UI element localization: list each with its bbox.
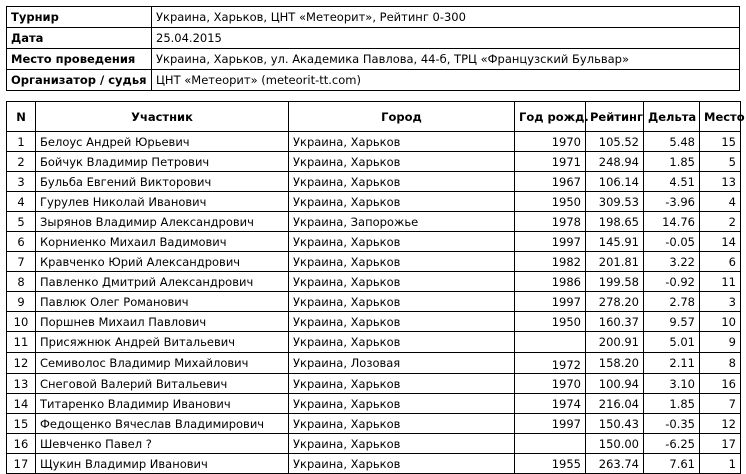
cell-city: Украина, Харьков bbox=[289, 312, 515, 332]
table-row bbox=[7, 172, 741, 192]
cell-city: Украина, Харьков bbox=[289, 232, 515, 252]
table-row bbox=[7, 353, 741, 374]
cell-city: Украина, Харьков bbox=[289, 434, 515, 454]
table-row bbox=[7, 414, 741, 434]
results-table bbox=[6, 101, 745, 474]
table-row bbox=[7, 394, 741, 414]
cell-place: 17 bbox=[700, 434, 741, 454]
table-row bbox=[7, 132, 741, 152]
cell-birth-year: 1971 bbox=[515, 152, 586, 172]
cell-delta: 2.11 bbox=[644, 353, 700, 374]
cell-city: Украина, Харьков bbox=[289, 454, 515, 474]
cell-participant: Бойчук Владимир Петрович bbox=[36, 152, 289, 172]
cell-place: 5 bbox=[700, 152, 741, 172]
cell-birth-year: 1972 bbox=[515, 353, 586, 374]
cell-place: 8 bbox=[700, 353, 741, 374]
cell-rating: 201.81 bbox=[586, 252, 644, 272]
cell-participant: Павленко Дмитрий Александрович bbox=[36, 272, 289, 292]
info-value: ЦНТ «Метеорит» (meteorit-tt.com) bbox=[152, 70, 740, 91]
cell-delta: 9.57 bbox=[644, 312, 700, 332]
cell-place: 12 bbox=[700, 414, 741, 434]
cell-rating: 160.37 bbox=[586, 312, 644, 332]
cell-n: 8 bbox=[7, 272, 36, 292]
info-row bbox=[7, 7, 740, 28]
cell-birth-year: 1967 bbox=[515, 172, 586, 192]
cell-city: Украина, Харьков bbox=[289, 192, 515, 212]
cell-delta: -0.92 bbox=[644, 272, 700, 292]
col-header-birth-year: Год рожд. bbox=[515, 102, 586, 132]
cell-birth-year bbox=[515, 332, 586, 353]
info-row bbox=[7, 28, 740, 49]
col-header-participant: Участник bbox=[36, 102, 289, 132]
cell-participant: Павлюк Олег Романович bbox=[36, 292, 289, 312]
cell-city: Украина, Харьков bbox=[289, 394, 515, 414]
cell-place: 13 bbox=[700, 172, 741, 192]
cell-n: 7 bbox=[7, 252, 36, 272]
cell-rating: 263.74 bbox=[586, 454, 644, 474]
cell-n: 1 bbox=[7, 132, 36, 152]
cell-participant: Кравченко Юрий Александрович bbox=[36, 252, 289, 272]
cell-delta: 1.85 bbox=[644, 394, 700, 414]
cell-delta: 1.85 bbox=[644, 152, 700, 172]
cell-city: Украина, Харьков bbox=[289, 414, 515, 434]
cell-n: 13 bbox=[7, 374, 36, 394]
cell-city: Украина, Харьков bbox=[289, 332, 515, 353]
cell-delta: 7.61 bbox=[644, 454, 700, 474]
cell-participant: Щукин Владимир Иванович bbox=[36, 454, 289, 474]
cell-city: Украина, Харьков bbox=[289, 152, 515, 172]
cell-n: 2 bbox=[7, 152, 36, 172]
cell-n: 12 bbox=[7, 353, 36, 374]
cell-city: Украина, Лозовая bbox=[289, 353, 515, 374]
cell-city: Украина, Запорожье bbox=[289, 212, 515, 232]
table-row bbox=[7, 332, 741, 353]
cell-participant: Гурулев Николай Иванович bbox=[36, 192, 289, 212]
cell-participant: Шевченко Павел ? bbox=[36, 434, 289, 454]
cell-participant: Семиволос Владимир Михайлович bbox=[36, 353, 289, 374]
table-row bbox=[7, 434, 741, 454]
info-row bbox=[7, 70, 740, 91]
cell-participant: Федощенко Вячеслав Владимирович bbox=[36, 414, 289, 434]
cell-n: 17 bbox=[7, 454, 36, 474]
cell-birth-year bbox=[515, 434, 586, 454]
cell-place: 15 bbox=[700, 132, 741, 152]
cell-city: Украина, Харьков bbox=[289, 292, 515, 312]
cell-rating: 200.91 bbox=[586, 332, 644, 353]
cell-participant: Снеговой Валерий Витальевич bbox=[36, 374, 289, 394]
cell-birth-year: 1978 bbox=[515, 212, 586, 232]
cell-birth-year: 1955 bbox=[515, 454, 586, 474]
cell-delta: 14.76 bbox=[644, 212, 700, 232]
col-header-delta: Дельта bbox=[644, 102, 700, 132]
cell-rating: 150.43 bbox=[586, 414, 644, 434]
info-row bbox=[7, 49, 740, 70]
cell-rating: 145.91 bbox=[586, 232, 644, 252]
info-label: Турнир bbox=[7, 7, 152, 28]
cell-city: Украина, Харьков bbox=[289, 374, 515, 394]
cell-n: 6 bbox=[7, 232, 36, 252]
cell-place: 9 bbox=[700, 332, 741, 353]
results-header-row bbox=[7, 102, 741, 132]
cell-birth-year: 1950 bbox=[515, 312, 586, 332]
cell-rating: 309.53 bbox=[586, 192, 644, 212]
cell-place: 16 bbox=[700, 374, 741, 394]
cell-place: 10 bbox=[700, 312, 741, 332]
cell-delta: 3.22 bbox=[644, 252, 700, 272]
cell-delta: 5.01 bbox=[644, 332, 700, 353]
info-value: Украина, Харьков, ул. Академика Павлова, 44-б, ТРЦ «Французский Бульвар» bbox=[152, 49, 740, 70]
cell-city: Украина, Харьков bbox=[289, 252, 515, 272]
table-row bbox=[7, 374, 741, 394]
cell-delta: 5.48 bbox=[644, 132, 700, 152]
cell-participant: Присяжнюк Андрей Витальевич bbox=[36, 332, 289, 353]
table-row bbox=[7, 212, 741, 232]
cell-rating: 106.14 bbox=[586, 172, 644, 192]
cell-participant: Зырянов Владимир Александрович bbox=[36, 212, 289, 232]
table-row bbox=[7, 192, 741, 212]
col-header-n: N bbox=[7, 102, 36, 132]
cell-n: 15 bbox=[7, 414, 36, 434]
cell-place: 1 bbox=[700, 454, 741, 474]
info-label: Место проведения bbox=[7, 49, 152, 70]
col-header-city: Город bbox=[289, 102, 515, 132]
cell-place: 14 bbox=[700, 232, 741, 252]
table-row bbox=[7, 292, 741, 312]
table-row bbox=[7, 272, 741, 292]
cell-delta: 3.10 bbox=[644, 374, 700, 394]
info-value: Украина, Харьков, ЦНТ «Метеорит», Рейтинг 0-300 bbox=[152, 7, 740, 28]
cell-rating: 198.65 bbox=[586, 212, 644, 232]
cell-rating: 100.94 bbox=[586, 374, 644, 394]
cell-city: Украина, Харьков bbox=[289, 272, 515, 292]
cell-birth-year: 1950 bbox=[515, 192, 586, 212]
cell-participant: Белоус Андрей Юрьевич bbox=[36, 132, 289, 152]
cell-participant: Поршнев Михаил Павлович bbox=[36, 312, 289, 332]
cell-place: 6 bbox=[700, 252, 741, 272]
cell-participant: Бульба Евгений Викторович bbox=[36, 172, 289, 192]
cell-city: Украина, Харьков bbox=[289, 172, 515, 192]
cell-n: 11 bbox=[7, 332, 36, 353]
cell-place: 4 bbox=[700, 192, 741, 212]
cell-delta: 4.51 bbox=[644, 172, 700, 192]
cell-rating: 199.58 bbox=[586, 272, 644, 292]
cell-rating: 105.52 bbox=[586, 132, 644, 152]
table-row bbox=[7, 232, 741, 252]
info-label: Дата bbox=[7, 28, 152, 49]
cell-delta: -0.05 bbox=[644, 232, 700, 252]
cell-n: 3 bbox=[7, 172, 36, 192]
tournament-info-table bbox=[6, 6, 740, 91]
cell-birth-year: 1997 bbox=[515, 292, 586, 312]
table-row bbox=[7, 152, 741, 172]
cell-birth-year: 1970 bbox=[515, 374, 586, 394]
cell-participant: Титаренко Владимир Иванович bbox=[36, 394, 289, 414]
cell-city: Украина, Харьков bbox=[289, 132, 515, 152]
col-header-place: Место bbox=[700, 102, 741, 132]
cell-birth-year: 1997 bbox=[515, 414, 586, 434]
cell-n: 4 bbox=[7, 192, 36, 212]
cell-participant: Корниенко Михаил Вадимович bbox=[36, 232, 289, 252]
cell-n: 9 bbox=[7, 292, 36, 312]
cell-n: 10 bbox=[7, 312, 36, 332]
cell-rating: 248.94 bbox=[586, 152, 644, 172]
info-value: 25.04.2015 bbox=[152, 28, 740, 49]
cell-rating: 278.20 bbox=[586, 292, 644, 312]
cell-rating: 158.20 bbox=[586, 353, 644, 374]
cell-birth-year: 1974 bbox=[515, 394, 586, 414]
cell-birth-year: 1982 bbox=[515, 252, 586, 272]
cell-place: 2 bbox=[700, 212, 741, 232]
cell-delta: -6.25 bbox=[644, 434, 700, 454]
table-row bbox=[7, 252, 741, 272]
cell-place: 3 bbox=[700, 292, 741, 312]
cell-place: 11 bbox=[700, 272, 741, 292]
cell-birth-year: 1970 bbox=[515, 132, 586, 152]
cell-place: 7 bbox=[700, 394, 741, 414]
cell-delta: 2.78 bbox=[644, 292, 700, 312]
cell-rating: 216.04 bbox=[586, 394, 644, 414]
cell-delta: -3.96 bbox=[644, 192, 700, 212]
cell-n: 16 bbox=[7, 434, 36, 454]
cell-birth-year: 1997 bbox=[515, 232, 586, 252]
col-header-rating: Рейтинг bbox=[586, 102, 644, 132]
cell-n: 14 bbox=[7, 394, 36, 414]
cell-delta: -0.35 bbox=[644, 414, 700, 434]
info-label: Организатор / судья bbox=[7, 70, 152, 91]
cell-n: 5 bbox=[7, 212, 36, 232]
table-row bbox=[7, 312, 741, 332]
cell-birth-year: 1986 bbox=[515, 272, 586, 292]
table-row bbox=[7, 454, 741, 474]
cell-rating: 150.00 bbox=[586, 434, 644, 454]
